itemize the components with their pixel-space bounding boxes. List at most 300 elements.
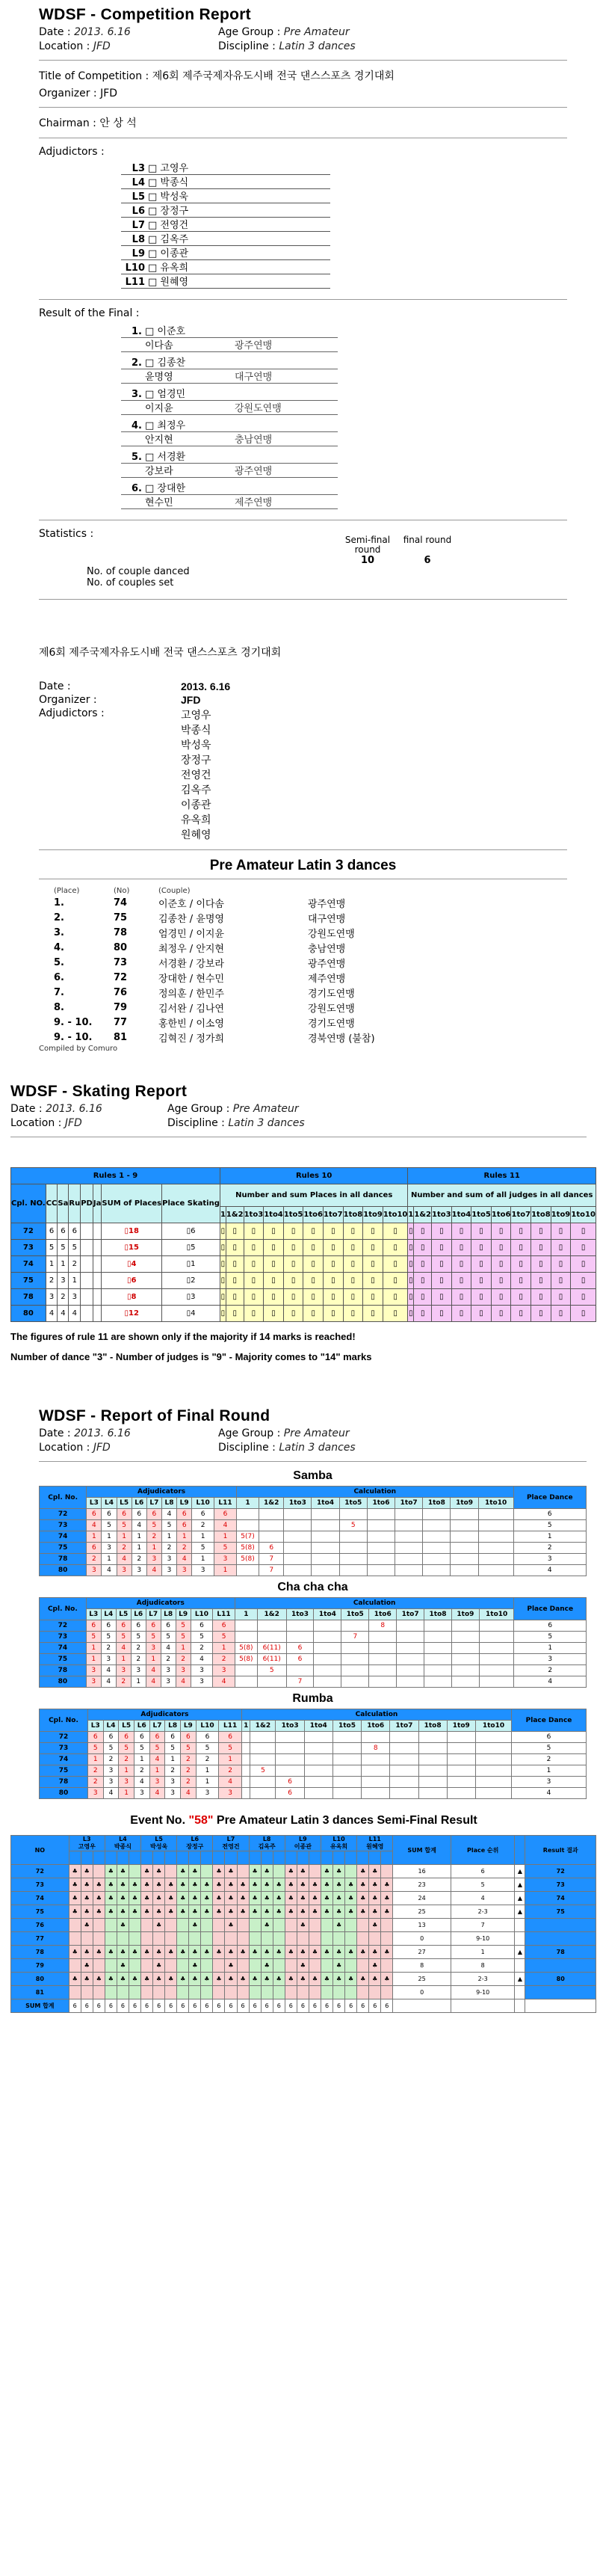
table-row bbox=[11, 1905, 596, 1919]
col-calc: 1to8 bbox=[424, 1609, 452, 1620]
sum-count: 6 bbox=[129, 1999, 140, 2013]
rule11-cell: ▯ bbox=[408, 1273, 414, 1289]
calc-cell bbox=[397, 1643, 424, 1654]
rank-place: 4. bbox=[54, 941, 64, 953]
calc-cell bbox=[250, 1743, 276, 1754]
dance-place: 5 bbox=[69, 1240, 81, 1256]
col-place-dance: Place Dance bbox=[513, 1487, 586, 1509]
place-skating: ▯1 bbox=[162, 1256, 220, 1273]
col-calc: 1to8 bbox=[423, 1498, 451, 1509]
rank-region: 대구연맹 bbox=[308, 913, 346, 925]
calc-cell: 5(7) bbox=[236, 1531, 259, 1543]
col-calc: 1to4 bbox=[314, 1609, 341, 1620]
judge-mark: 4 bbox=[116, 1643, 131, 1654]
club-mark: ♣ bbox=[345, 1973, 357, 1986]
club-mark: ♣ bbox=[165, 1973, 177, 1986]
result-cell bbox=[525, 1932, 596, 1946]
calc-cell: 6 bbox=[276, 1788, 304, 1799]
rank-region: 경북연맹 (불참) bbox=[308, 1033, 375, 1045]
col-calc: 1to3 bbox=[276, 1721, 304, 1732]
judge-mark: 1 bbox=[87, 1531, 102, 1543]
final-row-lady bbox=[121, 432, 338, 446]
club-mark: ♣ bbox=[369, 1878, 381, 1892]
club-mark: ♣ bbox=[321, 1878, 332, 1892]
rule11-cell: ▯ bbox=[491, 1256, 511, 1273]
row-no: 77 bbox=[11, 1932, 69, 1946]
adjudicator-name: 장정구 bbox=[181, 754, 211, 766]
judge-mark: 3 bbox=[103, 1777, 119, 1788]
club-mark bbox=[273, 1959, 285, 1973]
rank-couple: 최정우 / 안지현 bbox=[158, 943, 224, 955]
final-row-man bbox=[121, 418, 338, 432]
judge-mark: 2 bbox=[101, 1643, 116, 1654]
sum-label: SUM 합계 bbox=[11, 1999, 69, 2013]
rule11-cell: ▯ bbox=[451, 1240, 471, 1256]
calc-cell bbox=[250, 1788, 276, 1799]
sum-row bbox=[11, 1999, 596, 2013]
rule10-cell: ▯ bbox=[226, 1240, 244, 1256]
calc-cell bbox=[341, 1620, 369, 1632]
judge-mark: 1 bbox=[102, 1531, 117, 1543]
place-cell: 8 bbox=[451, 1959, 514, 1973]
rule10-cell: ▯ bbox=[283, 1223, 303, 1240]
judge-mark: 1 bbox=[119, 1788, 134, 1799]
judge-code: L8 bbox=[262, 1836, 271, 1842]
rule11-cell: ▯ bbox=[491, 1223, 511, 1240]
col-range: 1to3 bbox=[432, 1207, 452, 1223]
judge-mark: 5 bbox=[165, 1743, 181, 1754]
club-mark: ♣ bbox=[357, 1905, 369, 1919]
calc-cell bbox=[395, 1509, 423, 1520]
sum-cell: 23 bbox=[393, 1878, 451, 1892]
rule11-cell: ▯ bbox=[511, 1240, 531, 1256]
table-row bbox=[11, 1986, 596, 1999]
calc-cell bbox=[418, 1765, 447, 1777]
judge-name: 고영우 bbox=[78, 1843, 96, 1850]
judge-mark: 4 bbox=[176, 1676, 191, 1688]
club-mark: ♣ bbox=[369, 1946, 381, 1959]
club-mark bbox=[225, 1986, 237, 1999]
club-mark bbox=[93, 1932, 105, 1946]
cpl-number: 72 bbox=[40, 1620, 87, 1632]
club-mark bbox=[129, 1932, 140, 1946]
club-mark bbox=[201, 1959, 213, 1973]
calc-cell bbox=[339, 1531, 367, 1543]
col-sub bbox=[237, 1851, 249, 1865]
club-mark bbox=[69, 1986, 81, 1999]
final-lady: 안지현 bbox=[145, 434, 173, 446]
judge-mark: 6 bbox=[180, 1732, 196, 1743]
dance-place: 5 bbox=[46, 1240, 58, 1256]
judge-mark: 4 bbox=[219, 1777, 242, 1788]
calc-cell bbox=[451, 1643, 479, 1654]
club-mark bbox=[309, 1986, 321, 1999]
calc-cell bbox=[286, 1632, 314, 1643]
judge-mark: 6 bbox=[146, 1509, 161, 1520]
calc-cell bbox=[241, 1754, 250, 1765]
cpl-number: 73 bbox=[40, 1743, 88, 1754]
dance-place bbox=[81, 1223, 93, 1240]
calc-cell bbox=[475, 1732, 511, 1743]
col-judge: L7 bbox=[149, 1721, 165, 1732]
result-cell: 73 bbox=[525, 1878, 596, 1892]
calc-cell bbox=[424, 1643, 452, 1654]
cpl-number: 78 bbox=[40, 1554, 87, 1565]
adjudicator-name: 박종식 bbox=[181, 724, 211, 736]
club-mark: ♣ bbox=[249, 1973, 261, 1986]
calc-cell bbox=[339, 1509, 367, 1520]
calc-cell bbox=[312, 1520, 339, 1531]
judge-mark: 3 bbox=[213, 1665, 235, 1676]
club-mark bbox=[165, 1986, 177, 1999]
club-mark: ♣ bbox=[189, 1905, 201, 1919]
adjudicator-row bbox=[121, 203, 330, 218]
club-mark bbox=[69, 1932, 81, 1946]
organizer: Organizer : JFD bbox=[39, 87, 118, 99]
club-mark: ♣ bbox=[297, 1878, 309, 1892]
calc-cell bbox=[479, 1620, 514, 1632]
club-mark bbox=[249, 1932, 261, 1946]
rule11-cell: ▯ bbox=[531, 1289, 551, 1306]
compiled-by: Compiled by Comuro bbox=[39, 1045, 118, 1053]
sum-count: 6 bbox=[141, 1999, 153, 2013]
rule11-cell: ▯ bbox=[414, 1240, 432, 1256]
rank-region: 제주연맹 bbox=[308, 973, 346, 985]
judge-mark: 1 bbox=[119, 1765, 134, 1777]
judge-name: 장정구 bbox=[186, 1843, 204, 1850]
calc-cell bbox=[451, 1654, 479, 1665]
rank-couple: 서경환 / 강보라 bbox=[158, 958, 224, 970]
rank-region: 경기도연맹 bbox=[308, 988, 355, 1000]
adjudicator-code: L11 bbox=[125, 277, 145, 288]
final-item bbox=[121, 387, 567, 415]
col-calc: 1to8 bbox=[418, 1721, 447, 1732]
judge-mark: 6 bbox=[161, 1620, 176, 1632]
col-calc: 1to5 bbox=[341, 1609, 369, 1620]
club-mark: ♣ bbox=[69, 1892, 81, 1905]
calc-cell bbox=[312, 1531, 339, 1543]
event-info: Date : 2013. 6.16 Organizer : JFD Adjudictors : 고영우 박종식 박성욱 장정구 전영건 김옥주 이종관 유옥희 원혜영 bbox=[39, 680, 567, 842]
club-mark: ♣ bbox=[333, 1946, 345, 1959]
calc-cell bbox=[451, 1676, 479, 1688]
col-range: 1to9 bbox=[363, 1207, 383, 1223]
calc-cell bbox=[395, 1554, 423, 1565]
col-sub bbox=[321, 1851, 332, 1865]
col-judge: L6 bbox=[132, 1498, 146, 1509]
judge-mark: 5 bbox=[192, 1543, 214, 1554]
rule11-cell: ▯ bbox=[531, 1256, 551, 1273]
judge-mark: 2 bbox=[219, 1765, 242, 1777]
col-judge: L3 bbox=[86, 1609, 101, 1620]
col-judge: L9 bbox=[177, 1498, 192, 1509]
club-mark: ♣ bbox=[165, 1878, 177, 1892]
club-mark bbox=[357, 1932, 369, 1946]
club-mark: ♣ bbox=[165, 1905, 177, 1919]
club-mark bbox=[129, 1959, 140, 1973]
judge-mark: 2 bbox=[192, 1520, 214, 1531]
dance-place: 5 bbox=[58, 1240, 69, 1256]
club-mark bbox=[333, 1932, 345, 1946]
competition-title: Title of Competition : 제6회 제주국제자유도시배 전국 댄스스포츠 경기대회 bbox=[39, 70, 395, 82]
final-round-report: WDSF - Report of Final Round Date : 2013. 6.16 Age Group : Pre Amateur Location : JFD Discipline : Latin 3 dances Samba Cpl. No. Adjudicators Calculation Place Dance L3 L4 L5 L6 L7 L8 L9 L10 L11 1 1&2 1to3 1to4 1to5 1to6 1to7 1to8 1to9 1to10 72 6 6 6 6 6 4 6 6 6 6 73 4 5 5 4 5 5 6 2 4 5 5 74 1 1 1 1 2 1 1 1 1 5(7) 1 75 6 3 2 1 1 2 2 5 5 5(8) 6 2 78 2 1 4 2 3 3 4 1 3 5(8) 7 3 80 3 4 3 3 4 3 3 3 1 7 4 Cha cha cha Cpl. No. Adjudicators Calculation Place Dance L3 L4 L5 L6 L7 L8 L9 L10 L11 1 1&2 1to3 1to4 1to5 1to6 1to7 1to8 1to9 1to10 72 6 6 6 6 6 6 5 6 6 8 6 73 5 5 5 5 5 5 5 5 5 7 5 74 1 2 4 2 3 4 1 2 1 5(8) 6(11) 6 1 75 1 3 1 2 1 2 2 4 2 5(8) 6(11) 6 3 78 3 4 3 3 4 3 3 3 3 5 2 80 3 4 2 1 4 3 4 3 4 7 4 Rumba Cpl. No. Adjudicators Calculation Place Dance L3 L4 L5 L6 L7 L8 L9 L10 L11 1 1&2 1to3 1to4 1to5 1to6 1to7 1to8 1to9 1to10 72 6 6 6 6 6 6 6 6 6 6 73 5 5 5 5 5 5 5 5 5 8 5 74 1 2 2 1 4 1 2 2 1 2 75 2 3 1 2 1 2 2 1 2 5 1 78 2 3 3 4 3 3 2 1 4 6 3 80 3 4 1 3 4 3 4 3 3 6 4 bbox=[0, 1407, 597, 1799]
club-mark bbox=[321, 1919, 332, 1932]
header-row bbox=[40, 1709, 587, 1721]
club-mark: ♣ bbox=[105, 1865, 117, 1878]
judge-mark: 6 bbox=[213, 1620, 235, 1632]
col-range: 1to3 bbox=[244, 1207, 264, 1223]
rule10-cell: ▯ bbox=[303, 1289, 324, 1306]
club-mark: ♣ bbox=[177, 1865, 189, 1878]
club-mark bbox=[153, 1932, 165, 1946]
rules10-subheader: Number and sum Places in all dances bbox=[220, 1184, 407, 1207]
calc-cell bbox=[312, 1554, 339, 1565]
cpl-number: 75 bbox=[40, 1654, 87, 1665]
club-mark bbox=[129, 1919, 140, 1932]
calc-cell bbox=[479, 1654, 514, 1665]
judge-mark: 3 bbox=[149, 1777, 165, 1788]
calc-cell bbox=[369, 1654, 397, 1665]
dance-place: 2 bbox=[46, 1273, 58, 1289]
club-mark: ♣ bbox=[285, 1905, 297, 1919]
club-mark bbox=[249, 1986, 261, 1999]
judge-mark: 4 bbox=[87, 1520, 102, 1531]
place-cell: 7 bbox=[451, 1919, 514, 1932]
club-mark: ♣ bbox=[93, 1892, 105, 1905]
judge-mark: 1 bbox=[214, 1531, 237, 1543]
club-mark bbox=[309, 1919, 321, 1932]
col-range: 1to8 bbox=[531, 1207, 551, 1223]
judge-mark: 2 bbox=[87, 1777, 103, 1788]
club-mark bbox=[201, 1865, 213, 1878]
club-mark: ♣ bbox=[69, 1905, 81, 1919]
calc-cell bbox=[418, 1777, 447, 1788]
calc-cell bbox=[479, 1676, 514, 1688]
club-mark: ♣ bbox=[237, 1892, 249, 1905]
judge-mark: 5 bbox=[134, 1743, 149, 1754]
club-mark: ♣ bbox=[261, 1878, 273, 1892]
calc-cell bbox=[339, 1554, 367, 1565]
club-mark: ♣ bbox=[273, 1878, 285, 1892]
result-cell: 74 bbox=[525, 1892, 596, 1905]
sum-count: 6 bbox=[321, 1999, 332, 2013]
club-mark: ♣ bbox=[225, 1973, 237, 1986]
dance-place bbox=[81, 1273, 93, 1289]
judge-mark: 5 bbox=[117, 1520, 132, 1531]
calc-cell bbox=[341, 1643, 369, 1654]
calc-cell bbox=[397, 1620, 424, 1632]
calc-cell bbox=[395, 1531, 423, 1543]
rule10-cell: ▯ bbox=[226, 1256, 244, 1273]
judge-name: 유옥희 bbox=[330, 1843, 348, 1850]
club-mark bbox=[369, 1986, 381, 1999]
rule10-cell: ▯ bbox=[283, 1256, 303, 1273]
rule11-cell: ▯ bbox=[571, 1289, 596, 1306]
rule11-cell: ▯ bbox=[408, 1306, 414, 1322]
calc-cell bbox=[451, 1509, 478, 1520]
club-mark: ♣ bbox=[153, 1878, 165, 1892]
calc-cell bbox=[475, 1788, 511, 1799]
club-mark: ♣ bbox=[285, 1973, 297, 1986]
rule10-cell: ▯ bbox=[383, 1289, 408, 1306]
final-man: □ 이준호 bbox=[145, 326, 186, 337]
calc-cell bbox=[479, 1665, 514, 1676]
judge-mark: 3 bbox=[146, 1643, 161, 1654]
club-mark: ♣ bbox=[297, 1892, 309, 1905]
club-mark bbox=[117, 1986, 129, 1999]
rule10-cell: ▯ bbox=[343, 1289, 363, 1306]
rule11-cell: ▯ bbox=[491, 1240, 511, 1256]
club-mark bbox=[285, 1932, 297, 1946]
calc-cell bbox=[395, 1565, 423, 1576]
judge-mark: 3 bbox=[87, 1788, 103, 1799]
judge-mark: 2 bbox=[87, 1765, 103, 1777]
club-mark: ♣ bbox=[249, 1865, 261, 1878]
club-mark bbox=[261, 1986, 273, 1999]
club-mark: ♣ bbox=[225, 1946, 237, 1959]
adjudicator-name: □ 유옥희 bbox=[148, 262, 189, 274]
col-judge bbox=[177, 1836, 213, 1851]
report-title: WDSF - Competition Report bbox=[39, 6, 251, 23]
judge-mark: 4 bbox=[102, 1565, 117, 1576]
rule10-cell: ▯ bbox=[264, 1289, 284, 1306]
club-mark: ♣ bbox=[237, 1905, 249, 1919]
dance-name: Samba bbox=[293, 1469, 332, 1482]
place-cell: 1 bbox=[451, 1946, 514, 1959]
col-judge: L3 bbox=[87, 1498, 102, 1509]
dance-place bbox=[93, 1289, 101, 1306]
calc-cell bbox=[312, 1543, 339, 1554]
calc-cell bbox=[276, 1743, 304, 1754]
club-mark: ♣ bbox=[141, 1973, 153, 1986]
club-mark: ♣ bbox=[213, 1946, 225, 1959]
club-mark bbox=[297, 1932, 309, 1946]
col-sub bbox=[357, 1851, 369, 1865]
col-calc: 1to7 bbox=[390, 1721, 418, 1732]
club-mark: ♣ bbox=[93, 1973, 105, 1986]
rule10-cell: ▯ bbox=[283, 1273, 303, 1289]
club-mark: ♣ bbox=[153, 1919, 165, 1932]
judge-mark: 1 bbox=[117, 1531, 132, 1543]
rule11-cell: ▯ bbox=[432, 1289, 452, 1306]
club-mark bbox=[237, 1932, 249, 1946]
club-mark: ♣ bbox=[237, 1946, 249, 1959]
calc-cell bbox=[397, 1665, 424, 1676]
sum-places: ▯12 bbox=[102, 1306, 162, 1322]
judge-mark: 6 bbox=[146, 1620, 161, 1632]
place-cell: 4 bbox=[451, 1892, 514, 1905]
judge-mark: 3 bbox=[132, 1565, 146, 1576]
cpl-number: 80 bbox=[11, 1306, 46, 1322]
col-judge: L11 bbox=[214, 1498, 237, 1509]
sum-empty bbox=[451, 1999, 514, 2013]
rule11-cell: ▯ bbox=[471, 1256, 492, 1273]
club-mark: ♣ bbox=[129, 1878, 140, 1892]
place-skating: ▯5 bbox=[162, 1240, 220, 1256]
adjudicator-name: 전영건 bbox=[181, 769, 211, 781]
group-header-rules10: Rules 10 bbox=[220, 1168, 407, 1184]
final-region: 충남연맹 bbox=[235, 434, 273, 446]
club-mark: ♣ bbox=[225, 1905, 237, 1919]
judge-name: 원혜영 bbox=[366, 1843, 384, 1850]
col-calc: 1to3 bbox=[286, 1609, 314, 1620]
judge-mark: 5 bbox=[161, 1520, 176, 1531]
club-mark bbox=[129, 1986, 140, 1999]
calc-cell bbox=[475, 1743, 511, 1754]
calc-cell bbox=[312, 1565, 339, 1576]
final-row-man bbox=[121, 481, 338, 495]
sum-places: ▯4 bbox=[102, 1256, 162, 1273]
judge-mark: 5 bbox=[219, 1743, 242, 1754]
final-row-man bbox=[121, 387, 338, 401]
col-sub bbox=[117, 1851, 129, 1865]
judge-mark: 3 bbox=[103, 1765, 119, 1777]
final-lady: 이지윤 bbox=[145, 403, 173, 414]
row-no: 74 bbox=[11, 1892, 69, 1905]
calc-cell bbox=[367, 1543, 395, 1554]
rule10-cell: ▯ bbox=[363, 1256, 383, 1273]
judge-mark: 5 bbox=[176, 1620, 191, 1632]
calc-cell: 8 bbox=[362, 1743, 390, 1754]
col-calc: 1to9 bbox=[451, 1609, 479, 1620]
cpl-number: 80 bbox=[40, 1788, 88, 1799]
calc-cell bbox=[397, 1676, 424, 1688]
judge-mark: 6 bbox=[149, 1732, 165, 1743]
club-mark: ♣ bbox=[333, 1905, 345, 1919]
col-range: 1to5 bbox=[471, 1207, 492, 1223]
col-dance: CC bbox=[46, 1184, 58, 1223]
calc-cell bbox=[259, 1509, 284, 1520]
judge-mark: 2 bbox=[180, 1754, 196, 1765]
rule11-cell: ▯ bbox=[551, 1256, 571, 1273]
club-mark bbox=[225, 1932, 237, 1946]
calc-cell: 5 bbox=[257, 1665, 286, 1676]
judge-mark: 4 bbox=[177, 1554, 192, 1565]
rule10-cell: ▯ bbox=[383, 1256, 408, 1273]
calc-cell bbox=[241, 1732, 250, 1743]
calc-cell bbox=[451, 1554, 478, 1565]
rule11-cell: ▯ bbox=[551, 1273, 571, 1289]
calc-cell: 5(8) bbox=[236, 1554, 259, 1565]
place-dance: 1 bbox=[514, 1643, 587, 1654]
col-calc: 1&2 bbox=[257, 1609, 286, 1620]
col-sub bbox=[69, 1851, 81, 1865]
club-mark bbox=[249, 1919, 261, 1932]
calc-cell bbox=[424, 1665, 452, 1676]
club-mark: ♣ bbox=[189, 1892, 201, 1905]
judge-mark: 6 bbox=[131, 1620, 146, 1632]
col-place-dance: Place Dance bbox=[514, 1598, 587, 1620]
rank-columns: (Place) (No) (Couple) bbox=[54, 887, 191, 895]
table-row bbox=[11, 1973, 596, 1986]
judge-mark: 5 bbox=[101, 1632, 116, 1643]
club-mark bbox=[93, 1959, 105, 1973]
club-mark: ♣ bbox=[201, 1905, 213, 1919]
cpl-number: 75 bbox=[40, 1765, 88, 1777]
club-mark: ♣ bbox=[297, 1959, 309, 1973]
judge-mark: 5 bbox=[116, 1632, 131, 1643]
judge-mark: 5 bbox=[119, 1743, 134, 1754]
club-mark: ♣ bbox=[105, 1878, 117, 1892]
club-mark bbox=[189, 1986, 201, 1999]
club-mark: ♣ bbox=[333, 1878, 345, 1892]
rank-region: 강원도연맹 bbox=[308, 1003, 355, 1015]
club-mark: ♣ bbox=[177, 1946, 189, 1959]
judge-code: L5 bbox=[155, 1836, 163, 1842]
col-range: 1to6 bbox=[303, 1207, 324, 1223]
club-mark: ♣ bbox=[153, 1865, 165, 1878]
statistics-label: Statistics : bbox=[39, 528, 94, 540]
rule10-cell: ▯ bbox=[244, 1223, 264, 1240]
